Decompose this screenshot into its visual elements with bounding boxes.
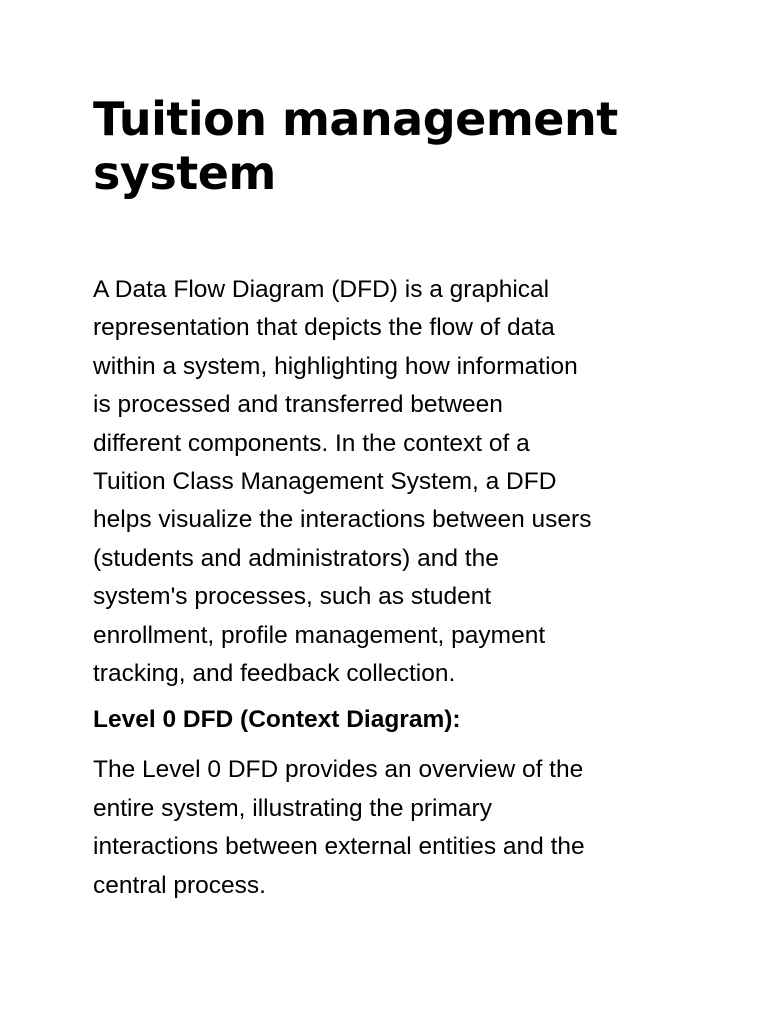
- intro-line: (students and administrators) and the: [93, 544, 499, 572]
- intro-line: A Data Flow Diagram (DFD) is a graphical: [93, 276, 550, 303]
- intro-paragraph: [93, 271, 693, 693]
- title-line-1: Tuition management: [93, 92, 618, 146]
- title-line-2: system: [93, 146, 276, 200]
- section-line: central process.: [93, 871, 266, 899]
- intro-line: representation that depicts the flow of data: [93, 314, 555, 342]
- intro-line: tracking, and feedback collection.: [93, 660, 456, 688]
- intro-line: helps visualize the interactions between users: [93, 506, 592, 534]
- intro-line: system's processes, such as student: [93, 583, 492, 611]
- section-paragraph: [93, 751, 693, 905]
- section-line: The Level 0 DFD provides an overview of the: [93, 756, 584, 784]
- intro-line: enrollment, profile management, payment: [93, 621, 546, 649]
- document-page: [93, 92, 693, 905]
- intro-line: different components. In the context of a: [93, 429, 530, 457]
- page-title: [93, 92, 693, 200]
- intro-line: within a system, highlighting how information: [93, 352, 578, 380]
- section-heading: Level 0 DFD (Context Diagram):: [93, 706, 461, 734]
- section-line: interactions between external entities and the: [93, 833, 585, 861]
- intro-line: is processed and transferred between: [93, 391, 503, 419]
- section-line: entire system, illustrating the primary: [93, 794, 492, 822]
- intro-line: Tuition Class Management System, a DFD: [93, 468, 557, 496]
